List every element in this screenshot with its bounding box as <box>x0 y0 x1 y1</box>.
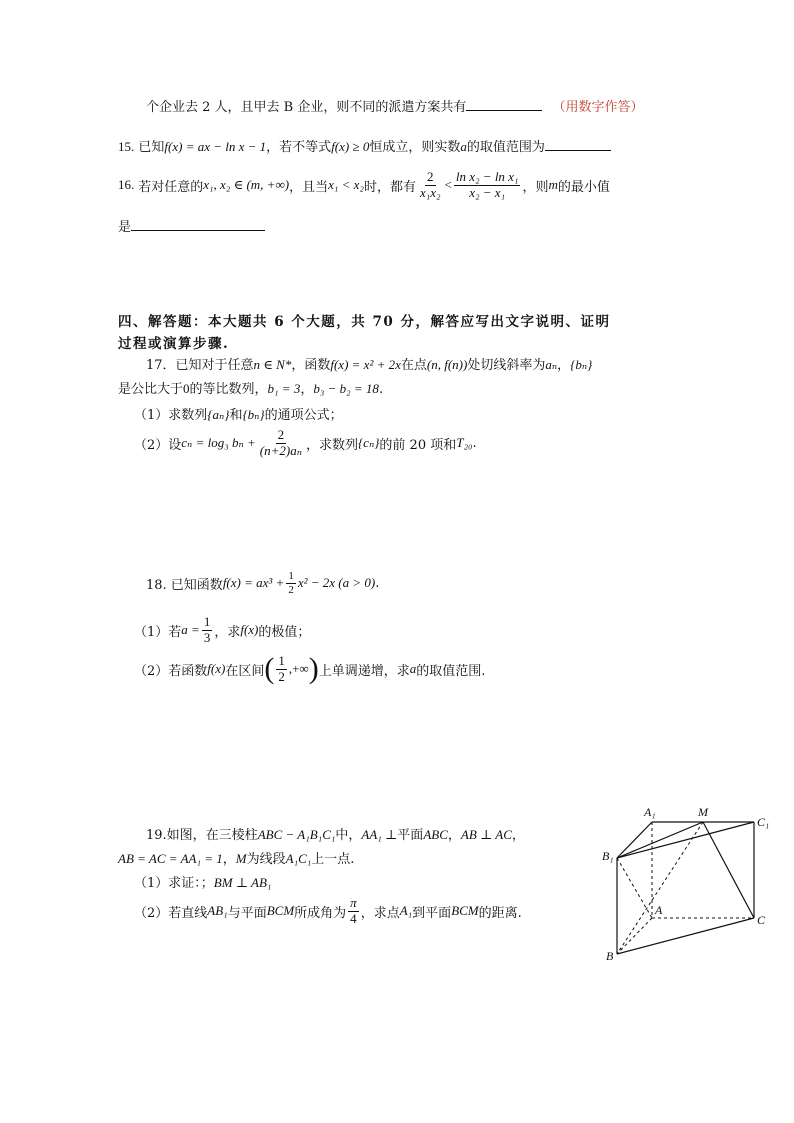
q15-number: 15. <box>118 139 135 154</box>
q16-line <box>118 170 610 201</box>
label-B: B <box>606 949 614 963</box>
q19-part2-fraction-numerator: π <box>350 895 357 910</box>
q18-stem-a: 18. 已知函数 <box>146 577 223 593</box>
q16-text-d: ，则 <box>522 179 549 195</box>
q16-fraction-2-numerator: ln x₂ − ln x₁ <box>455 169 519 184</box>
q18-function-b: x² − 2x (a > 0) <box>297 575 376 591</box>
q16-fraction-1-denominator: x₁x₂ <box>419 184 441 200</box>
q18-stem <box>146 570 379 596</box>
q17-part1-a: （1）求数列 <box>134 408 208 423</box>
q16-answer-blank[interactable] <box>131 218 265 231</box>
q17-line2-end: . <box>378 382 384 397</box>
q19-part2-plane2: BCM <box>451 903 479 919</box>
q14-note: （用数字作答） <box>552 100 644 115</box>
q18-part1-a: （1）若 <box>134 624 182 640</box>
q18-function-a: f(x) = ax³ + <box>222 575 285 591</box>
q16-fraction-1 <box>418 170 443 201</box>
q16-text-b: ，且当 <box>289 179 329 195</box>
q19-part1 <box>134 872 271 891</box>
q15-text-c: 恒成立，则实数 <box>369 140 461 155</box>
q19-part2-d: ，求点 <box>360 905 400 921</box>
q17-part2-seq: {cₙ} <box>357 435 380 451</box>
edge-A1B1 <box>617 822 652 858</box>
q18-part2-fraction-numerator: 1 <box>278 653 285 668</box>
q18-part2-fraction <box>276 654 287 685</box>
q19-part1-a: （1）求证：； <box>134 876 214 891</box>
q19-l2-b: 为线段 <box>246 852 286 867</box>
q19-part2-line: AB₁ <box>207 903 228 919</box>
q18-stem-end: . <box>375 575 380 591</box>
q16-line2-text: 是 <box>118 220 132 235</box>
q17-point: (n, f(n)) <box>426 357 468 372</box>
q19-perp: AA₁ ⊥ <box>361 827 398 842</box>
q17-part2-c: 的前 20 项和 <box>379 437 457 453</box>
q14-tail-line <box>146 96 644 115</box>
q18-left-paren: ( <box>264 652 275 686</box>
q18-part1-fraction <box>202 615 213 646</box>
q15-text-d: 的取值范围为 <box>466 140 545 155</box>
q16-line-2 <box>118 216 265 235</box>
q18-part2 <box>134 654 485 685</box>
q19-prism: ABC − A₁B₁C₁ <box>257 827 336 842</box>
q19-l1-c: 平面 <box>397 828 424 843</box>
q17-stem-b: ，函数 <box>291 358 331 373</box>
prism-figure <box>600 798 780 968</box>
label-A1: A₁ <box>644 805 656 819</box>
q15-line <box>118 136 611 155</box>
q17-bn: {bₙ} <box>570 357 593 372</box>
edge-MC <box>703 822 754 918</box>
q19-plane: ABC <box>423 827 448 842</box>
q19-part2-fraction <box>348 896 359 927</box>
q14-answer-blank[interactable] <box>466 98 542 111</box>
q19-M: M <box>235 851 247 866</box>
q18-part2-fraction-denominator: 2 <box>278 668 285 684</box>
q17-line2-a: 是公比大于 <box>118 382 184 397</box>
q17-line2-c: ， <box>300 382 314 397</box>
q19-part2-a: （2）若直线 <box>134 905 208 921</box>
q17-part2-cn: cₙ = log₃ bₙ + <box>181 435 256 451</box>
q16-text-a: 若对任意的 <box>138 179 204 195</box>
q19-l1-e: ， <box>511 828 525 843</box>
q15-function: f(x) = ax − ln x − 1 <box>164 139 267 154</box>
q18-right-paren: ) <box>308 652 319 686</box>
q18-part1-fraction-denominator: 3 <box>203 629 211 645</box>
q19-line1 <box>146 824 525 843</box>
q17-stem-line2 <box>118 378 383 397</box>
q16-variable: m <box>548 177 558 193</box>
q19-l2-a: ， <box>222 852 236 867</box>
q15-text-a: 已知 <box>138 140 165 155</box>
q17-condition: n ∈ N* <box>253 357 292 372</box>
edge-AB-hidden <box>617 918 652 954</box>
q19-eq: AB = AC = AA₁ = 1 <box>118 851 223 866</box>
q17-part2 <box>134 428 477 459</box>
q17-part1-an: {aₙ} <box>207 407 230 422</box>
edge-B1C1 <box>617 822 754 858</box>
label-C1: C₁ <box>757 815 770 829</box>
q17-part2-a: （2）设 <box>134 437 182 453</box>
q17-part2-end: . <box>472 435 477 451</box>
q15-inequality: f(x) ≥ 0 <box>331 139 370 154</box>
q16-condition-2: x₁ < x₂ <box>328 177 364 193</box>
q15-answer-blank[interactable] <box>545 138 611 151</box>
label-B1: B₁ <box>602 849 614 863</box>
q17-stem <box>146 354 592 373</box>
q17-part2-fraction-numerator: 2 <box>277 427 285 442</box>
q17-part2-fraction <box>258 428 304 459</box>
section4-heading-line1: 四、解答题：本大题共 6 个大题，共 70 分，解答应写出文字说明、证明 <box>118 314 611 330</box>
q16-less-than: < <box>444 177 452 193</box>
q14-tail-text: 个企业去 2 人，且甲去 B 企业，则不同的派遣方案共有 <box>146 100 467 115</box>
label-M: M <box>698 805 708 819</box>
q18-part2-var: a <box>409 661 417 677</box>
q18-part2-b: 在区间 <box>225 663 265 679</box>
label-C: C <box>757 913 766 927</box>
q17-part1 <box>134 404 343 423</box>
q19-part2-f: 的距离. <box>478 905 522 921</box>
q17-an: aₙ <box>545 357 558 372</box>
q18-part1-c: 的极值； <box>258 624 311 640</box>
q18-part1-b: ，求 <box>214 624 241 640</box>
q16-text-c: 时，都有 <box>363 179 416 195</box>
q18-part2-infinity: ,+∞ <box>288 661 309 677</box>
q15-variable: a <box>460 139 467 154</box>
q19-l2-c: 上一点. <box>311 852 355 867</box>
q19-part2-c: 所成角为 <box>294 905 347 921</box>
section4-heading-line2: 过程或演算步骤. <box>118 336 230 352</box>
q17-function: f(x) = x² + 2x <box>330 357 401 372</box>
q18-part1-fraction-numerator: 1 <box>203 614 211 629</box>
edge-BC <box>617 918 754 954</box>
q18-part1-eq: a = <box>181 622 200 638</box>
q17-b1: b₁ = 3 <box>267 381 301 396</box>
q19-line2 <box>118 848 354 867</box>
q19-segment: A₁C₁ <box>285 851 312 866</box>
q17-part1-b: 和 <box>229 408 243 423</box>
q19-part2-pt: A₁ <box>399 903 413 919</box>
q16-fraction-1-numerator: 2 <box>427 169 434 184</box>
q19-l1-d: ， <box>447 828 461 843</box>
q17-part2-fraction-denominator: (n+2)aₙ <box>259 442 302 458</box>
q18-part1 <box>134 615 310 646</box>
q18-stem-fraction <box>286 570 296 596</box>
q19-part2-e: 到平面 <box>412 905 452 921</box>
q16-condition: x₁, x₂ ∈ (m, +∞) <box>203 177 290 193</box>
label-A: A <box>655 903 663 917</box>
q17-stem-a: 17．已知对于任意 <box>146 358 254 373</box>
q19-l1-b: 中， <box>335 828 362 843</box>
edge-B1M <box>617 822 703 858</box>
q17-part2-b: ，求数列 <box>305 437 358 453</box>
q19-perp2: AB ⊥ AC <box>460 827 512 842</box>
q17-part1-bn: {bₙ} <box>242 407 265 422</box>
q16-number: 16. <box>118 177 135 193</box>
q19-part1-expr: BM ⊥ AB₁ <box>213 875 272 890</box>
q17-line2-zero: 0 <box>183 381 190 396</box>
q17-line2-b: 的等比数列， <box>189 382 268 397</box>
q19-part2-fraction-denominator: 4 <box>350 910 357 926</box>
q19-part2-plane: BCM <box>266 903 295 919</box>
q17-stem-d: 处切线斜率为 <box>467 358 546 373</box>
q15-text-b: ，若不等式 <box>266 140 332 155</box>
q16-fraction-2-denominator: x₂ − x₁ <box>469 184 506 200</box>
q17-stem-c: 在点 <box>400 358 427 373</box>
q19-part2-b: 与平面 <box>227 905 267 921</box>
q18-stem-fraction-numerator: 1 <box>288 570 294 582</box>
q18-stem-fraction-denominator: 2 <box>288 583 294 596</box>
q16-text-e: 的最小值 <box>557 179 610 195</box>
q18-part2-f: f(x) <box>207 661 226 677</box>
q18-part1-f: f(x) <box>240 622 259 638</box>
q16-fraction-2 <box>454 170 521 201</box>
q19-part2 <box>134 896 522 927</box>
q19-l1-a: 19.如图，在三棱柱 <box>146 828 258 843</box>
q18-part2-c: 上单调递增，求 <box>318 663 410 679</box>
q18-part2-a: （2）若函数 <box>134 663 208 679</box>
q18-part2-d: 的取值范围. <box>416 663 486 679</box>
q17-stem-e: ， <box>557 358 571 373</box>
q17-b3-minus-b2: b₃ − b₂ = 18 <box>313 381 379 396</box>
q17-part2-T20: T₂₀ <box>456 435 473 451</box>
q17-part1-c: 的通项公式； <box>264 408 343 423</box>
